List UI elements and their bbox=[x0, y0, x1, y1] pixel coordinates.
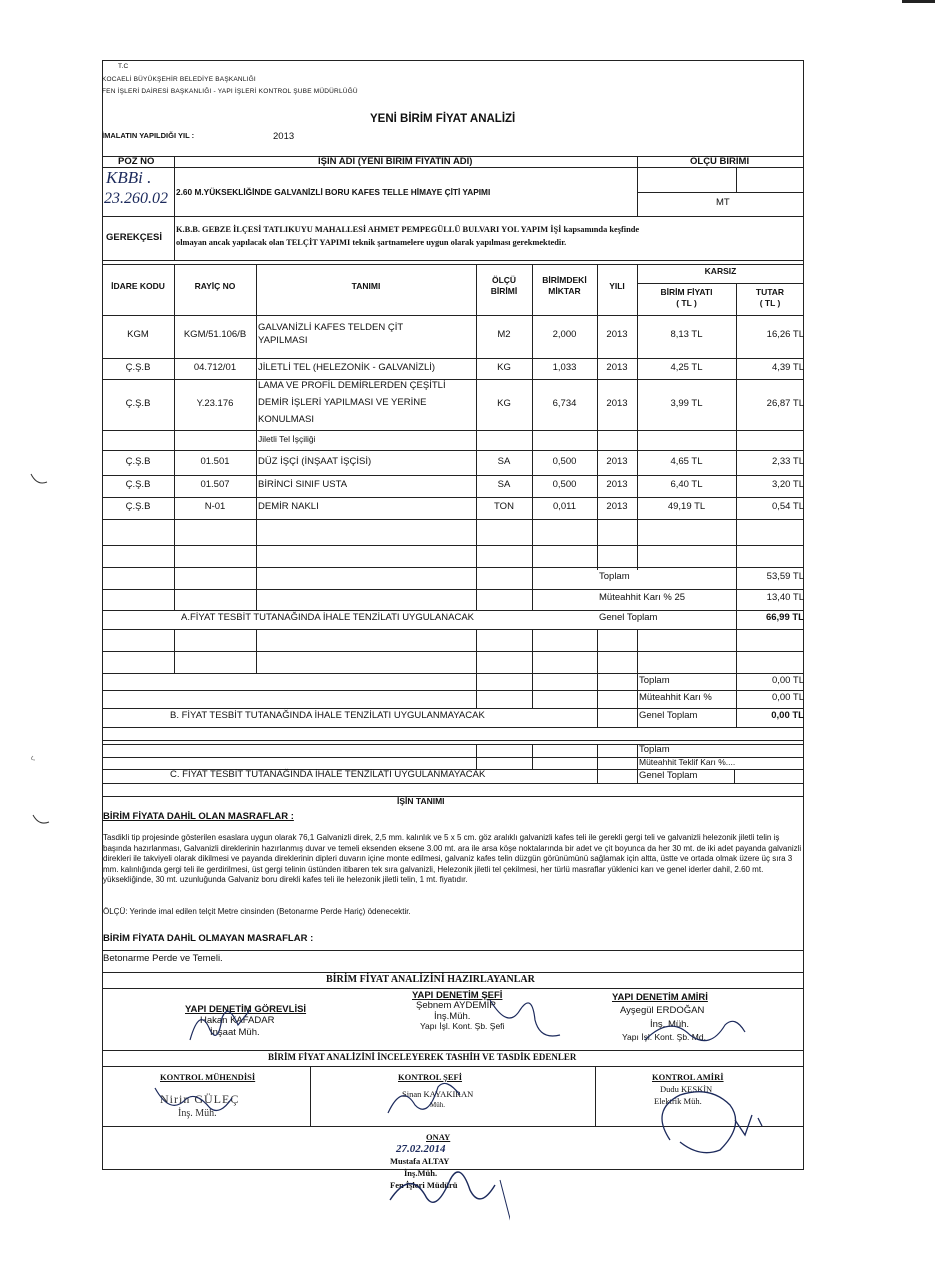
table-row-5-tanim-1: BİRİNCİ SINIF USTA bbox=[258, 479, 348, 490]
prepared-2-role: İnş.Müh. bbox=[434, 1011, 471, 1022]
col-birim-fiyati-2: ( TL ) bbox=[676, 298, 697, 308]
table-row-4-tanim-1: DÜZ İŞÇİ (İNŞAAT İŞÇİSİ) bbox=[258, 456, 372, 467]
col-rayic-no: RAYİÇ NO bbox=[194, 281, 236, 291]
work-definition-title: İŞİN TANIMI bbox=[397, 796, 445, 806]
table-row-6-idare: Ç.Ş.B bbox=[125, 501, 151, 512]
total-a-kar: 13,40 TL bbox=[766, 592, 804, 603]
signature-prepared-3 bbox=[640, 1010, 750, 1050]
job-name: 2.60 M.YÜKSEKLİĞİNDE GALVANİZLİ BORU KAFES TELLE HİMAYE ÇİTİ YAPIMI bbox=[176, 187, 491, 197]
total-c-genel-label: Genel Toplam bbox=[639, 770, 698, 781]
table-row-5-idare: Ç.Ş.B bbox=[125, 479, 151, 490]
prepared-title: BİRİM FİYAT ANALİZİNİ HAZIRLAYANLAR bbox=[326, 974, 535, 985]
col-birim-fiyati-1: BİRİM FİYATI bbox=[660, 287, 713, 297]
total-b-toplam: 0,00 TL bbox=[771, 675, 804, 686]
table-row-5-rayic: 01.507 bbox=[200, 479, 230, 490]
col-tanimi: TANIMI bbox=[351, 281, 381, 291]
review-1-title: KONTROL MÜHENDİSİ bbox=[160, 1072, 256, 1082]
review-2-role: Müh. bbox=[430, 1101, 445, 1109]
poz-handwritten-2: 23.260.02 bbox=[104, 190, 168, 207]
table-row-1-tutar: 4,39 TL bbox=[771, 362, 804, 373]
table-row-2-yil: 2013 bbox=[606, 398, 628, 409]
table-row-1-miktar: 1,033 bbox=[552, 362, 577, 373]
municipality-label: KOCAELİ BÜYÜKŞEHİR BELEDİYE BAŞKANLIĞI bbox=[102, 76, 256, 83]
total-a-genel-label: Genel Toplam bbox=[599, 612, 658, 623]
page-title: YENİ BİRİM FİYAT ANALİZİ bbox=[370, 113, 516, 125]
review-2-name: Sinan KAYAKIRAN bbox=[402, 1089, 474, 1099]
signature-prepared-1 bbox=[180, 1000, 270, 1050]
signature-review-1 bbox=[150, 1080, 240, 1120]
table-row-4-birim: 4,65 TL bbox=[670, 456, 703, 467]
approval-label: ONAY bbox=[426, 1132, 451, 1142]
signature-review-2 bbox=[380, 1072, 470, 1120]
approval-role-2: Fen İşleri Müdürü bbox=[390, 1180, 458, 1190]
table-row-6-olcu: TON bbox=[494, 501, 514, 512]
table-row-4-yil: 2013 bbox=[606, 456, 628, 467]
approval-name: Mustafa ALTAY bbox=[390, 1156, 450, 1166]
col-tutar-2: ( TL ) bbox=[759, 298, 781, 308]
total-c-caption: C. FİYAT TESBİT TUTANAĞINDA İHALE TENZİLATI UYGULANMAYACAK bbox=[170, 769, 486, 780]
table-row-2-miktar: 6,734 bbox=[552, 398, 577, 409]
unit-value: MT bbox=[716, 197, 730, 208]
review-3-role: Elektrik Müh. bbox=[654, 1096, 702, 1106]
table-row-0-rayic: KGM/51.106/B bbox=[183, 329, 247, 340]
prepared-3-name: Ayşegül ERDOĞAN bbox=[620, 1005, 705, 1016]
reason-line-1: K.B.B. GEBZE İLÇESİ TATLIKUYU MAHALLESİ AHMET PEMPEGÜLLÜ BULVARI YOL YAPIM İŞİ kapsamında keşfinde bbox=[176, 225, 640, 234]
measurement-text: ÖLÇÜ: Yerinde imal edilen telçit Metre cinsinden (Betonarme Perde Hariç) ödenecektir. bbox=[103, 907, 411, 916]
total-a-toplam-label: Toplam bbox=[599, 571, 630, 582]
col-olcu-1: ÖLÇÜ bbox=[491, 275, 517, 285]
table-row-6-rayic: N-01 bbox=[204, 501, 226, 512]
excluded-costs-text: Betonarme Perde ve Temeli. bbox=[103, 953, 223, 964]
year-label: İMALATIN YAPILDIĞI YIL : bbox=[102, 131, 195, 140]
table-row-0-idare: KGM bbox=[127, 329, 149, 340]
prepared-1-role: İnşaat Müh. bbox=[210, 1027, 260, 1038]
margin-marks bbox=[25, 460, 55, 840]
table-row-5-yil: 2013 bbox=[606, 479, 628, 490]
total-a-toplam: 53,59 TL bbox=[766, 571, 804, 582]
table-row-0-tanim-2: YAPILMASI bbox=[258, 335, 308, 346]
table-row-2-birim: 3,99 TL bbox=[670, 398, 703, 409]
table-row-6-tanim-1: DEMİR NAKLI bbox=[258, 501, 319, 512]
table-row-1-yil: 2013 bbox=[606, 362, 628, 373]
signature-approval bbox=[380, 1150, 510, 1240]
total-c-toplam-label: Toplam bbox=[639, 744, 670, 755]
included-costs-title: BİRİM FİYATA DAHİL OLAN MASRAFLAR : bbox=[103, 811, 294, 822]
prepared-3-role-2: Yapı İşl. Kont. Şb. Md. bbox=[622, 1032, 706, 1042]
table-row-2-tanim-2: DEMİR İŞLERİ YAPILMASI VE YERİNE bbox=[258, 397, 427, 408]
review-title: BİRİM FİYAT ANALİZİNİ İNCELEYEREK TASHİH VE TASDİK EDENLER bbox=[268, 1052, 577, 1062]
included-costs-text: Tasdikli tip projesinde gösterilen esaslara uygun olarak 76,1 Galvanizli direk, 2,5 mm. kalınlık ve 5 x 5 cm. göz aralıklı galvanizli kafes teli ile gerekli gergi teli ve galvanizli helezonik jiletli telin iş başında hazırlanması, Galvanizli direklerinin hazırlanmış duvar ve temeli eksenden eksene 3.00 mt. ara ile arsa köşe noktalarında bir adet ve çit boyunca da her 30 mt. de iki adet payanda galvanizli direkleri ile takviyeli olarak dikilmesi ve payanda direklerinin dipleri duvarın içine monte edilmesi, galvaniz kafes telin düzgün görünümünü sağlamak için altta, üstte ve ortada olmak üzere üç sıra 3 mm. kalınlığında gergi teli ile gerdirilmesi, üst gergi telinin üstünden itibaren tek sıra galvanizli, Helezonik jiletli tel çekilmesi, her türlü masraflar yüklenici karı ve genel iderler dahil, 2.60 mt. yüksekliğinde, 30 mt. uzunluğunda Galvaniz boru direkli kafes teli ile helezonik jiletli telin, 1 mt. fiyatıdır. bbox=[103, 833, 802, 885]
review-3-title: KONTROL AMİRİ bbox=[652, 1072, 724, 1082]
table-row-0-tanim-1: GALVANİZLİ KAFES TELDEN ÇİT bbox=[258, 322, 404, 333]
total-b-toplam-label: Toplam bbox=[639, 675, 670, 686]
signature-prepared-2 bbox=[480, 990, 570, 1050]
table-row-0-tutar: 16,26 TL bbox=[766, 329, 804, 340]
excluded-costs-title: BİRİM FİYATA DAHİL OLMAYAN MASRAFLAR : bbox=[103, 933, 314, 944]
approval-date: 27.02.2014 bbox=[396, 1143, 446, 1155]
total-b-caption: B. FİYAT TESBİT TUTANAĞINDA İHALE TENZİLATI UYGULANMAYACAK bbox=[170, 710, 485, 721]
department-label: FEN İŞLERİ DAİRESİ BAŞKANLIĞI - YAPI İŞLERİ KONTROL ŞUBE MÜDÜRLÜĞÜ bbox=[102, 88, 358, 95]
total-b-kar: 0,00 TL bbox=[771, 692, 804, 703]
table-row-4-idare: Ç.Ş.B bbox=[125, 456, 151, 467]
col-miktar-1: BİRİMDEKİ bbox=[542, 275, 587, 285]
table-row-2-tanim-3: KONULMASI bbox=[258, 414, 314, 425]
table-row-5-olcu: SA bbox=[497, 479, 511, 490]
job-name-label: İŞİN ADI (YENİ BİRİM FİYATIN ADI) bbox=[318, 156, 473, 167]
unit-label: ÖLÇÜ BİRİMİ bbox=[690, 156, 750, 167]
total-a-kar-label: Müteahhit Karı % 25 bbox=[599, 592, 686, 603]
poz-no-label: POZ NO bbox=[118, 156, 155, 167]
table-row-1-birim: 4,25 TL bbox=[670, 362, 703, 373]
table-row-1-olcu: KG bbox=[497, 362, 511, 373]
approval-role: İnş.Müh. bbox=[404, 1168, 438, 1178]
table-row-2-tutar: 26,87 TL bbox=[766, 398, 804, 409]
total-a-caption: A.FİYAT TESBİT TUTANAĞINDA İHALE TENZİLATI UYGULANACAK bbox=[181, 612, 474, 623]
review-2-title: KONTROL ŞEFİ bbox=[398, 1072, 463, 1082]
table-row-4-miktar: 0,500 bbox=[552, 456, 577, 467]
table-row-1-idare: Ç.Ş.B bbox=[125, 362, 151, 373]
total-b-kar-label: Müteahhit Karı % bbox=[639, 692, 712, 703]
total-b-genel-label: Genel Toplam bbox=[639, 710, 698, 721]
table-row-4-olcu: SA bbox=[497, 456, 511, 467]
signature-review-3 bbox=[640, 1080, 780, 1160]
prepared-3-title: YAPI DENETİM AMİRİ bbox=[612, 992, 708, 1003]
table-row-2-olcu: KG bbox=[497, 398, 511, 409]
table-row-5-tutar: 3,20 TL bbox=[771, 479, 804, 490]
table-row-2-idare: Ç.Ş.B bbox=[125, 398, 151, 409]
table-row-2-rayic: Y.23.176 bbox=[196, 398, 234, 409]
col-miktar-2: MİKTAR bbox=[548, 286, 581, 296]
prepared-3-role: İnş. Müh. bbox=[650, 1019, 690, 1030]
table-row-2-tanim-1: LAMA VE PROFİL DEMİRLERDEN ÇEŞİTLİ bbox=[258, 380, 446, 391]
review-1-role: İnş. Müh. bbox=[178, 1108, 217, 1119]
review-3-name: Dudu KESKİN bbox=[660, 1084, 713, 1094]
table-row-1-rayic: 04.712/01 bbox=[193, 362, 237, 373]
col-yili: YILI bbox=[609, 281, 625, 291]
table-row-0-miktar: 2,000 bbox=[552, 329, 577, 340]
table-row-1-tanim-1: JİLETLİ TEL (HELEZONİK - GALVANİZLİ) bbox=[258, 362, 436, 373]
col-idare-kodu: İDARE KODU bbox=[111, 281, 165, 291]
table-row-5-birim: 6,40 TL bbox=[670, 479, 703, 490]
corner-mark bbox=[902, 0, 935, 3]
total-b-genel: 0,00 TL bbox=[771, 710, 804, 721]
table-row-0-birim: 8,13 TL bbox=[670, 329, 703, 340]
col-tutar-1: TUTAR bbox=[755, 287, 785, 297]
table-row-5-miktar: 0,500 bbox=[552, 479, 577, 490]
reason-label: GEREKÇESİ bbox=[106, 232, 162, 243]
table-row-6-yil: 2013 bbox=[606, 501, 628, 512]
total-c-kar-label: Müteahhit Teklif Karı %.... bbox=[639, 757, 736, 767]
poz-handwritten-1: KBBi . bbox=[106, 168, 152, 187]
tc-label: T.C bbox=[118, 63, 129, 70]
prepared-2-role-2: Yapı İşl. Kont. Şb. Şefi bbox=[420, 1021, 505, 1031]
prepared-1-title: YAPI DENETİM GÖREVLİSİ bbox=[185, 1004, 307, 1015]
col-olcu-2: BİRİMİ bbox=[490, 286, 518, 296]
table-row-6-birim: 49,19 TL bbox=[667, 501, 706, 512]
table-row-6-tutar: 0,54 TL bbox=[771, 501, 804, 512]
table-row-6-miktar: 0,011 bbox=[552, 501, 577, 512]
year-value: 2013 bbox=[273, 131, 295, 142]
col-karsiz: KARSIZ bbox=[704, 266, 737, 276]
table-row-4-rayic: 01.501 bbox=[200, 456, 230, 467]
table-row-0-olcu: M2 bbox=[497, 329, 511, 340]
review-1-name: Nirin GÜLEÇ bbox=[160, 1092, 240, 1106]
table-row-3-tanim-1: Jiletli Tel İşçiliği bbox=[258, 434, 316, 444]
reason-line-2: olmayan ancak yapılacak olan TELÇİT YAPIMI teknik şartnamelere uygun olarak yapılması gerekmektedir. bbox=[176, 238, 567, 247]
table-row-4-tutar: 2,33 TL bbox=[771, 456, 804, 467]
table-row-0-yil: 2013 bbox=[606, 329, 628, 340]
prepared-1-name: Hakan KAFADAR bbox=[200, 1015, 275, 1026]
prepared-2-name: Şebnem AYDEMİR bbox=[416, 1000, 497, 1011]
total-a-genel: 66,99 TL bbox=[765, 612, 804, 623]
prepared-2-title: YAPI DENETİM ŞEFİ bbox=[412, 990, 503, 1001]
